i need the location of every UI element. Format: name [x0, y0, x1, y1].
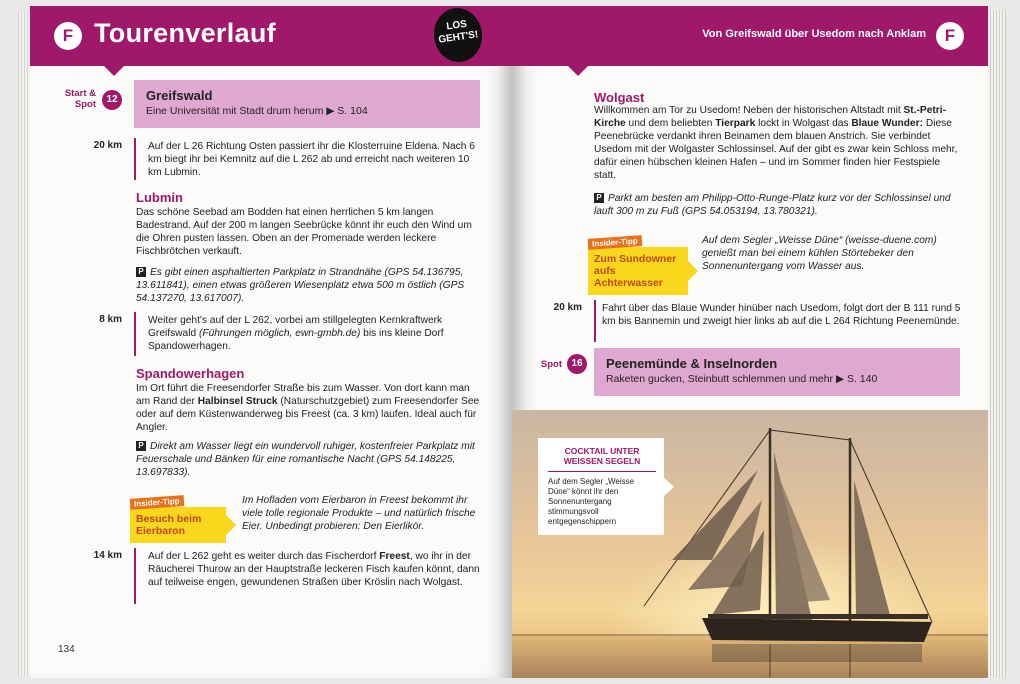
- parking-icon: P: [136, 441, 146, 451]
- right-header-bar: [512, 6, 988, 66]
- page-edges-right: [988, 10, 1006, 678]
- parking-icon: P: [594, 193, 604, 203]
- callout-text: Auf dem Segler „Weisse Düne“ könnt ihr den Sonnenuntergang stimmungsvoll entgegenschippern: [548, 477, 635, 526]
- left-header-bar: [30, 6, 512, 66]
- spot-label: Spot: [540, 359, 562, 370]
- route-bar: [594, 300, 596, 342]
- lubmin-text: Das schöne Seebad am Bodden hat einen herrlichen 5 km langen Badestrand. Auf der 200 m langen Seebrücke könnt ihr euch den Wind um die Ohren pusten lassen. Oben an der Promenade werden leckere Fischbrötchen verkauft.: [136, 207, 472, 257]
- place-heading-spandowerhagen: Spandowerhagen: [136, 366, 245, 381]
- insider-title: Zum Sundowner aufs Achterwasser: [588, 247, 688, 295]
- sailing-ship-sunset-photo: [512, 410, 988, 678]
- place-heading-lubmin: Lubmin: [136, 190, 183, 205]
- route-bar: [134, 312, 136, 356]
- page-title: Tourenverlauf: [94, 18, 276, 48]
- insider-tag: Insider-Tipp: [588, 235, 642, 250]
- callout-divider: [548, 471, 656, 472]
- spandowerhagen-text: Im Ort führt die Freesendorfer Straße bis zum Wasser. Von dort kann man am Rand der Halbinsel Struck (Naturschutzgebiet) zum Freesendorfer See oder auf dem Küstenwanderweg bis Freest (ca. 3 km) laufen. Ideal auch für Angler.: [136, 383, 480, 433]
- distance-label: 20 km: [93, 140, 122, 151]
- left-page: [30, 6, 512, 678]
- parking-icon: P: [136, 267, 146, 277]
- spot-number-badge: 16: [567, 354, 587, 374]
- insider-text: Im Hofladen vom Eierbaron in Freest bekommt ihr viele tolle regionale Produkte – und natürlich frische Eier. Unbedingt probieren: Den Eierlikör.: [242, 495, 476, 532]
- insider-tag: Insider-Tipp: [130, 495, 184, 510]
- route-text: Auf der L 262 geht es weiter durch das Fischerdorf Freest, wo ihr in der Räucherei Thurow an der Hauptstraße leckeren Fisch kaufen könnt, dann auf teilweise engen, gewundenen Straßen über Kröslin nach Wolgast.: [148, 551, 480, 588]
- start-spot-label: Start & Spot: [64, 88, 96, 110]
- insider-text: Auf dem Segler „Weisse Düne“ (weisse-duene.com) genießt man bei einem kühlen Störtebeker den Sonnenuntergang vom Wasser aus.: [702, 235, 937, 272]
- header-notch: [568, 66, 588, 76]
- right-page: [512, 6, 988, 678]
- start-spot-box: [134, 80, 480, 128]
- los-gehts-sticker: LOS GEHT'S!: [430, 6, 485, 65]
- route-bar: [134, 548, 136, 604]
- insider-title: Besuch beim Eierbaron: [130, 507, 226, 543]
- distance-label: 20 km: [553, 302, 582, 313]
- spot-title: Peenemünde & Inselnorden: [606, 356, 778, 371]
- page-number: 134: [58, 644, 75, 655]
- callout-title: COCKTAIL UNTER WEISSEN SEGELN: [563, 446, 641, 466]
- section-f-badge: F: [54, 22, 82, 50]
- route-title: Von Greifswald über Usedom nach Anklam: [702, 28, 926, 40]
- distance-label: 8 km: [99, 314, 122, 325]
- route-text: Auf der L 26 Richtung Osten passiert ihr die Klosterruine Eldena. Nach 6 km biegt ihr bei Kemnitz auf die L 262 ab und erreicht nach weiteren 10 km Lubmin.: [148, 141, 475, 178]
- spot-title: Greifswald: [146, 88, 213, 103]
- distance-label: 14 km: [93, 550, 122, 561]
- route-text: Fahrt über das Blaue Wunder hinüber nach Usedom, folgt dort der B 111 rund 5 km bis Bannemin und zweigt hier links ab auf die L 264 Richtung Peenemünde.: [602, 303, 961, 327]
- photo-callout: [538, 438, 664, 535]
- route-bar: [134, 138, 136, 180]
- spot-subtitle[interactable]: Eine Universität mit Stadt drum herum ▶ S. 104: [146, 105, 368, 117]
- spot-subtitle[interactable]: Raketen gucken, Steinbutt schlemmen und mehr ▶ S. 140: [606, 373, 878, 385]
- wolgast-parking: P Parkt am besten am Philipp-Otto-Runge-Platz kurz vor der Schlossinsel und lauft 300 m zu Fuß (GPS 54.053194, 13.780321).: [594, 193, 951, 217]
- header-notch: [104, 66, 124, 76]
- spandowerhagen-parking: P Direkt am Wasser liegt ein wundervoll ruhiger, kostenfreier Parkplatz mit Feuerschale und Bänken für eine romantische Nacht (GPS 54.148225, 13.697833).: [136, 441, 475, 478]
- insider-tip-sundowner: [588, 232, 688, 295]
- spot-number-badge: 12: [102, 90, 122, 110]
- lubmin-parking: P Es gibt einen asphaltierten Parkplatz in Strandnähe (GPS 54.136795, 13.611841), einen etwas größeren Wiesenplatz etwa 500 m östlich (GPS 54.137270, 13.617007).: [136, 267, 465, 304]
- route-text: Weiter geht's auf der L 262, vorbei am stillgelegten Kernkraftwerk Greifswald (Führungen möglich, ewn-gmbh.de) bis ins kleine Dorf Spandowerhagen.: [148, 315, 444, 352]
- insider-tip-eierbaron: [130, 492, 226, 543]
- place-heading-wolgast: Wolgast: [594, 90, 645, 105]
- wolgast-text: Willkommen am Tor zu Usedom! Neben der historischen Altstadt mit St.-Petri-Kirche und dem beliebten Tierpark lockt in Wolgast das Blaue Wunder: Diese Peenebrücke verdankt ihren Beinamen dem blauen Anstrich. Sie verbindet Usedom mit der Wolgaster Schlossinsel. Auf der gibt es zwar kein Schloss mehr, dafür einen hübschen kleinen Hafen – und im Sommer finden hier Festspiele statt.: [594, 105, 958, 181]
- section-f-badge: F: [936, 22, 964, 50]
- spot-box-peenemuende: [594, 348, 960, 396]
